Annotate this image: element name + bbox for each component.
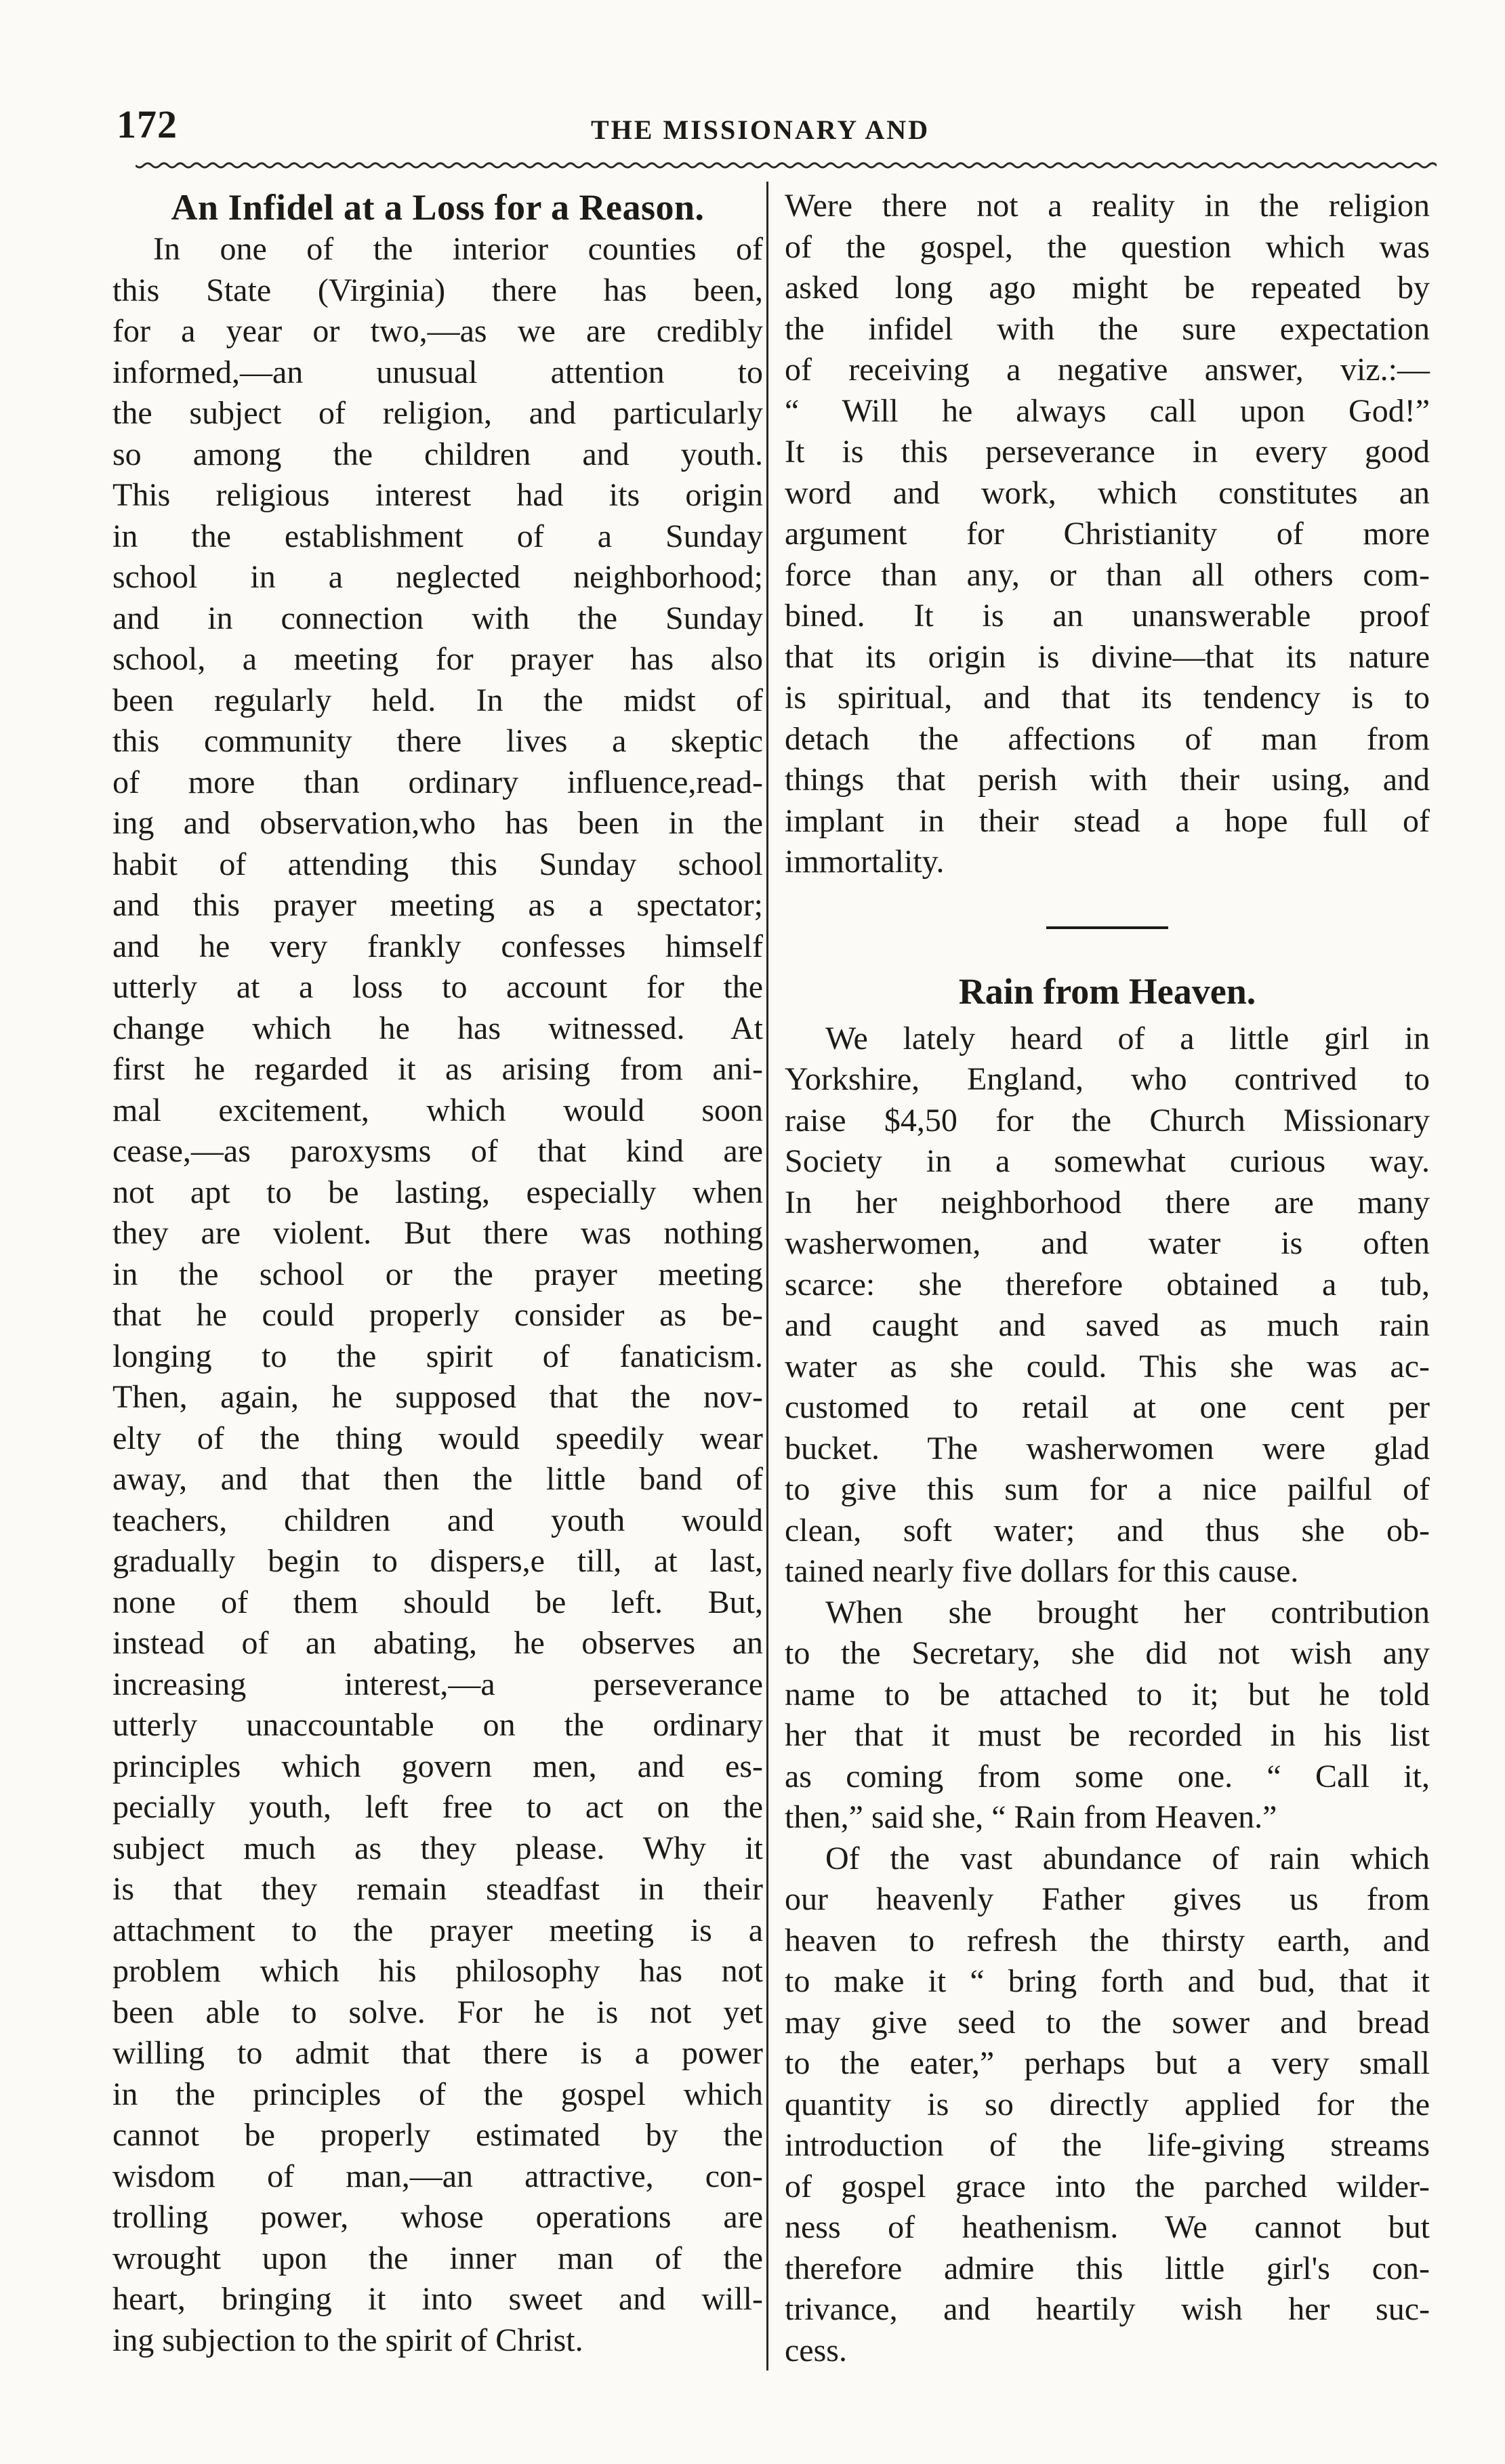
page-header xyxy=(117,102,1431,156)
article-body xyxy=(112,229,763,2361)
column-divider xyxy=(766,182,768,2370)
text-line: so among the children and youth. xyxy=(112,436,763,472)
text-line: trolling power, whose operations are xyxy=(112,2199,763,2235)
article-title-2: Rain from Heaven. xyxy=(958,970,1256,1012)
article-body-continued xyxy=(785,186,1430,883)
text-line: willing to admit that there is a power xyxy=(112,2035,763,2071)
text-line: subject much as they please. Why it xyxy=(112,1830,763,1866)
text-line: detach the affections of man from xyxy=(785,720,1430,757)
text-line: none of them should be left. But, xyxy=(112,1584,763,1620)
text-line: problem which his philosophy has not xyxy=(112,1953,763,1989)
text-line: and this prayer meeting as a spectator; xyxy=(112,887,763,923)
text-line: Were there not a reality in the religion xyxy=(785,188,1430,224)
page-number: 172 xyxy=(117,102,178,146)
text-line: immortality. xyxy=(785,844,945,880)
text-line: raise $4,50 for the Church Missionary xyxy=(785,1102,1430,1138)
text-line: wisdom of man,—an attractive, con- xyxy=(112,2158,763,2194)
text-line: argument for Christianity of more xyxy=(785,516,1430,552)
text-line: ness of heathenism. We cannot but xyxy=(785,2209,1430,2245)
text-line: the subject of religion, and particularly xyxy=(112,395,763,431)
text-line: cannot be properly estimated by the xyxy=(112,2117,763,2153)
text-line: this community there lives a skeptic xyxy=(112,723,763,759)
text-line: in the establishment of a Sunday xyxy=(112,518,763,554)
text-line: the infidel with the sure expectation xyxy=(785,310,1430,347)
text-line: elty of the thing would speedily wear xyxy=(112,1420,763,1456)
text-line: away, and that then the little band of xyxy=(112,1461,763,1497)
text-line: customed to retail at one cent per xyxy=(785,1389,1430,1425)
text-line: is that they remain steadfast in their xyxy=(112,1871,763,1907)
text-line: and caught and saved as much rain xyxy=(785,1307,1430,1343)
text-line: implant in their stead a hope full of xyxy=(785,802,1430,839)
text-line: water as she could. This she was ac- xyxy=(785,1348,1430,1384)
text-line: is spiritual, and that its tendency is to xyxy=(785,680,1430,716)
text-line: ing and observation,who has been in the xyxy=(112,805,763,841)
text-line: as coming from some one. “ Call it, xyxy=(785,1758,1430,1794)
text-line: This religious interest had its origin xyxy=(112,477,763,513)
text-line: heaven to refresh the thirsty earth, and xyxy=(785,1922,1430,1958)
text-line: school in a neglected neighborhood; xyxy=(112,559,763,595)
text-line: utterly unaccountable on the ordinary xyxy=(112,1707,763,1743)
text-line: therefore admire this little girl's con- xyxy=(785,2250,1430,2286)
text-line: been regularly held. In the midst of xyxy=(112,682,763,718)
text-line: cess. xyxy=(785,2332,847,2368)
text-line: Yorkshire, England, who contrived to xyxy=(785,1061,1430,1097)
text-line: In her neighborhood there are many xyxy=(785,1184,1430,1220)
text-line: that its origin is divine—that its nature xyxy=(785,638,1430,675)
text-line: for a year or two,—as we are credibly xyxy=(112,313,763,349)
right-column xyxy=(785,186,1430,2371)
text-line: of the gospel, the question which was xyxy=(785,228,1430,265)
text-line: to make it “ bring forth and bud, that it xyxy=(785,1963,1430,1999)
text-line: utterly at a loss to account for the xyxy=(112,969,763,1005)
text-line: then,” said she, “ Rain from Heaven.” xyxy=(785,1799,1277,1835)
text-line: Then, again, he supposed that the nov- xyxy=(112,1379,763,1415)
text-line: increasing interest,—a perseverance xyxy=(112,1666,763,1702)
text-line: cease,—as paroxysms of that kind are xyxy=(112,1133,763,1169)
text-line: word and work, which constitutes an xyxy=(785,474,1430,511)
text-line: gradually begin to dispers,e till, at last, xyxy=(112,1543,763,1579)
section-rule xyxy=(1046,926,1168,929)
text-line: in the principles of the gospel which xyxy=(112,2076,763,2112)
text-line: they are violent. But there was nothing xyxy=(112,1215,763,1251)
text-line: In one of the interior counties of xyxy=(153,231,763,267)
text-line: When she brought her contribution xyxy=(825,1594,1430,1630)
text-line: attachment to the prayer meeting is a xyxy=(112,1912,763,1948)
text-line: change which he has witnessed. At xyxy=(112,1010,763,1046)
text-line: trivance, and heartily wish her suc- xyxy=(785,2291,1430,2327)
header-rule xyxy=(136,160,1437,171)
text-line: our heavenly Father gives us from xyxy=(785,1881,1430,1917)
text-line: her that it must be recorded in his list xyxy=(785,1717,1430,1753)
text-line: and in connection with the Sunday xyxy=(112,600,763,636)
running-head: THE MISSIONARY AND xyxy=(591,115,930,145)
text-line: to give this sum for a nice pailful of xyxy=(785,1471,1430,1507)
text-line: mal excitement, which would soon xyxy=(112,1092,763,1128)
text-line: ing subjection to the spirit of Christ. xyxy=(112,2322,583,2358)
text-line: this State (Virginia) there has been, xyxy=(112,272,763,308)
text-line: It is this perseverance in every good xyxy=(785,434,1430,470)
text-line: tained nearly five dollars for this cause. xyxy=(785,1553,1299,1589)
article-body-2 xyxy=(785,1019,1430,2372)
text-line: habit of attending this Sunday school xyxy=(112,846,763,882)
text-line: bucket. The washerwomen were glad xyxy=(785,1430,1430,1466)
text-line: to the Secretary, she did not wish any xyxy=(785,1635,1430,1671)
article-title: An Infidel at a Loss for a Reason. xyxy=(171,187,705,228)
text-line: been able to solve. For he is not yet xyxy=(112,1994,763,2030)
text-line: introduction of the life-giving streams xyxy=(785,2127,1430,2163)
text-line: scarce: she therefore obtained a tub, xyxy=(785,1266,1430,1302)
text-line: that he could properly consider as be- xyxy=(112,1297,763,1333)
text-line: washerwomen, and water is often xyxy=(785,1225,1430,1261)
text-line: heart, bringing it into sweet and will- xyxy=(112,2281,763,2317)
text-line: force than any, or than all others com- xyxy=(785,556,1430,593)
text-line: may give seed to the sower and bread xyxy=(785,2004,1430,2040)
text-line: name to be attached to it; but he told xyxy=(785,1676,1430,1712)
text-line: instead of an abating, he observes an xyxy=(112,1625,763,1661)
text-line: informed,—an unusual attention to xyxy=(112,354,763,390)
text-line: longing to the spirit of fanaticism. xyxy=(112,1338,763,1374)
text-line: We lately heard of a little girl in xyxy=(825,1020,1430,1056)
text-line: teachers, children and youth would xyxy=(112,1502,763,1538)
text-line: school, a meeting for prayer has also xyxy=(112,641,763,677)
text-line: “ Will he always call upon God!” xyxy=(785,392,1430,429)
text-line: of more than ordinary influence,read- xyxy=(112,764,763,800)
text-line: clean, soft water; and thus she ob- xyxy=(785,1512,1430,1548)
text-line: and he very frankly confesses himself xyxy=(112,928,763,964)
text-line: to the eater,” perhaps but a very small xyxy=(785,2045,1430,2081)
text-line: first he regarded it as arising from ani- xyxy=(112,1051,763,1087)
text-line: Society in a somewhat curious way. xyxy=(785,1143,1430,1179)
text-line: asked long ago might be repeated by xyxy=(785,270,1430,306)
text-line: Of the vast abundance of rain which xyxy=(825,1840,1430,1876)
text-line: in the school or the prayer meeting xyxy=(112,1256,763,1292)
text-line: quantity is so directly applied for the xyxy=(785,2086,1430,2122)
text-line: things that perish with their using, and xyxy=(785,762,1430,798)
text-line: not apt to be lasting, especially when xyxy=(112,1174,763,1210)
text-line: wrought upon the inner man of the xyxy=(112,2240,763,2276)
text-line: of receiving a negative answer, viz.:— xyxy=(785,352,1430,388)
text-line: pecially youth, left free to act on the xyxy=(112,1789,763,1825)
left-column xyxy=(112,186,763,2361)
text-line: of gospel grace into the parched wilder- xyxy=(785,2168,1430,2204)
text-line: bined. It is an unanswerable proof xyxy=(785,598,1430,634)
text-line: principles which govern men, and es- xyxy=(112,1748,763,1784)
